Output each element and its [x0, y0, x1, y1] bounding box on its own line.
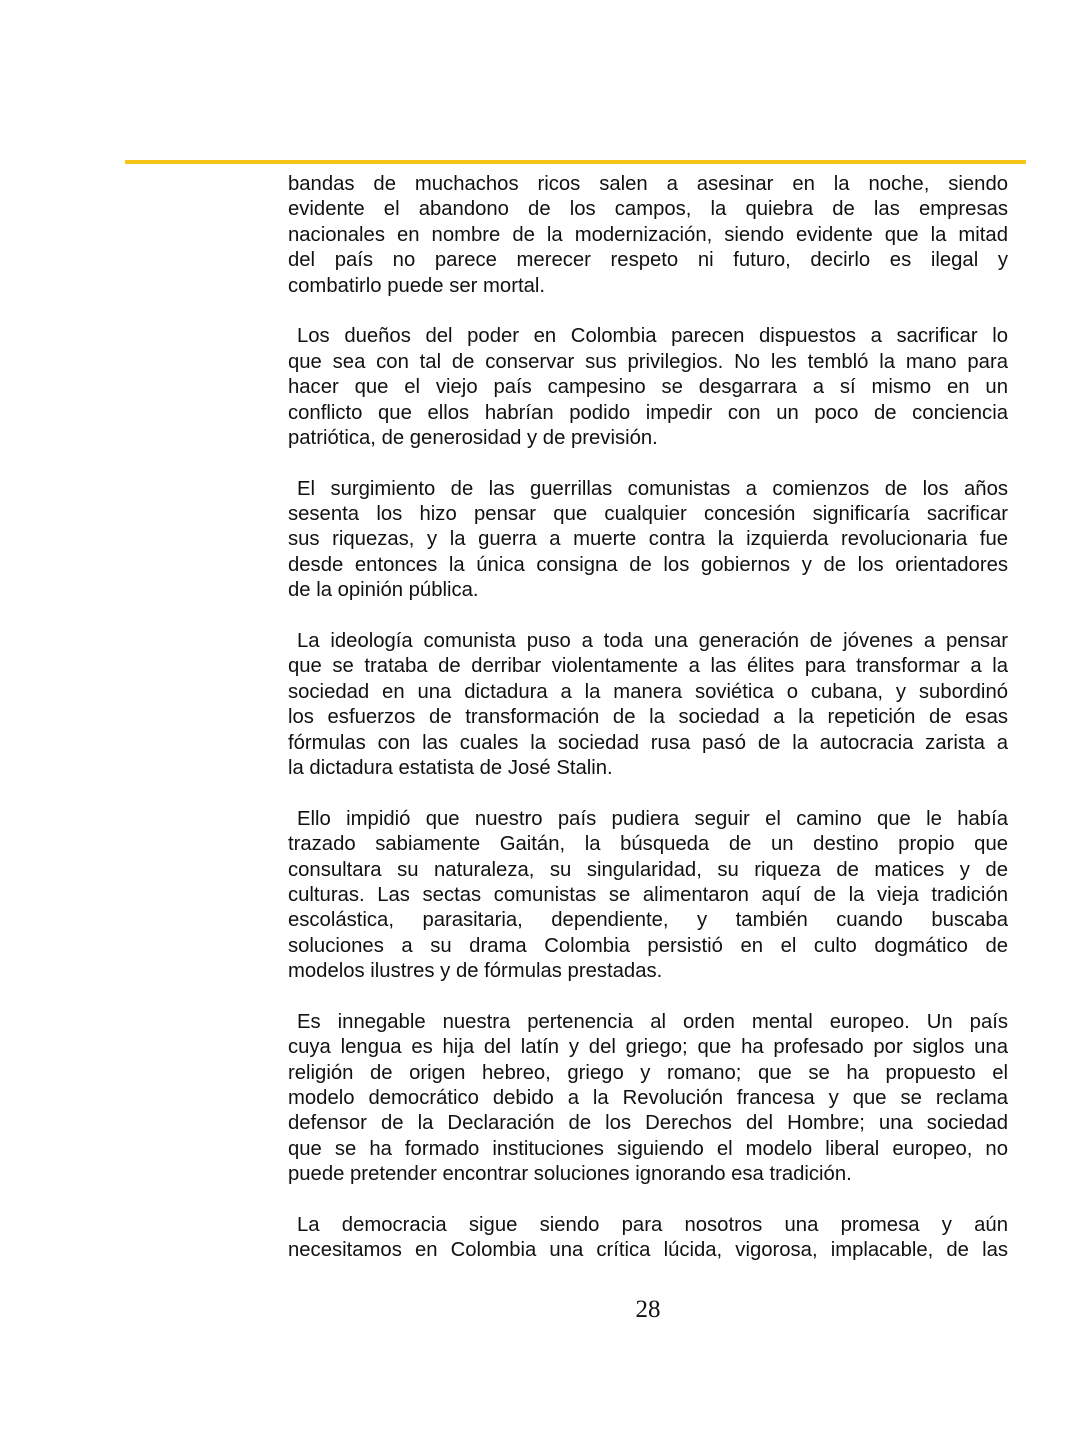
text-line: modelos ilustres y de fórmulas prestadas.	[288, 960, 663, 983]
text-line: los esfuerzos de transformación de la sociedad a la repetición de esas	[288, 706, 1008, 729]
text-line: El surgimiento de las guerrillas comunistas a comienzos de los años	[297, 477, 1008, 500]
text-line: escolástica, parasitaria, dependiente, y también cuando buscaba	[288, 909, 1008, 932]
text-line: combatirlo puede ser mortal.	[288, 274, 546, 297]
text-line: necesitamos en Colombia una crítica lúcida, vigorosa, implacable, de las	[288, 1239, 1008, 1262]
text-line: nacionales en nombre de la modernización, siendo evidente que la mitad	[288, 223, 1008, 246]
text-line: conflicto que ellos habrían podido impedir con un poco de conciencia	[288, 401, 1008, 424]
text-line: que sea con tal de conservar sus privilegios. No les tembló la mano para	[288, 350, 1008, 373]
text-line: Es innegable nuestra pertenencia al orden mental europeo. Un país	[297, 1010, 1008, 1033]
header-rule	[125, 160, 1026, 164]
text-line: soluciones a su drama Colombia persistió en el culto dogmático de	[288, 934, 1008, 957]
text-line: de la opinión pública.	[288, 579, 479, 602]
paragraph	[288, 172, 1008, 299]
text-line: fórmulas con las cuales la sociedad rusa pasó de la autocracia zarista a	[288, 731, 1008, 754]
text-line: sesenta los hizo pensar que cualquier concesión significaría sacrificar	[288, 503, 1008, 526]
text-line: Ello impidió que nuestro país pudiera seguir el camino que le había	[297, 807, 1008, 830]
text-line: trazado sabiamente Gaitán, la búsqueda de un destino propio que	[288, 833, 1008, 856]
text-line: consultara su naturaleza, su singularidad, su riqueza de matices y de	[288, 858, 1008, 881]
text-line: culturas. Las sectas comunistas se alimentaron aquí de la vieja tradición	[288, 883, 1008, 906]
paragraph	[288, 324, 1008, 451]
text-line: patriótica, de generosidad y de previsión.	[288, 426, 658, 449]
text-line: religión de origen hebreo, griego y romano; que se ha propuesto el	[288, 1061, 1008, 1084]
text-line: La democracia sigue siendo para nosotros una promesa y aún	[297, 1214, 1008, 1237]
paragraph	[288, 1213, 1008, 1264]
paragraph	[288, 629, 1008, 781]
text-line: hacer que el viejo país campesino se desgarrara a sí mismo en un	[288, 376, 1008, 399]
paragraph	[288, 477, 1008, 604]
document-body	[288, 172, 1008, 1289]
text-line: sociedad en una dictadura a la manera soviética o cubana, y subordinó	[288, 680, 1008, 703]
text-line: sus riquezas, y la guerra a muerte contra la izquierda revolucionaria fue	[288, 528, 1008, 551]
text-line: desde entonces la única consigna de los gobiernos y de los orientadores	[288, 553, 1008, 576]
text-line: Los dueños del poder en Colombia parecen dispuestos a sacrificar lo	[297, 325, 1008, 348]
text-line: del país no parece merecer respeto ni futuro, decirlo es ilegal y	[288, 249, 1008, 272]
text-line: evidente el abandono de los campos, la quiebra de las empresas	[288, 198, 1008, 221]
text-line: la dictadura estatista de José Stalin.	[288, 756, 613, 779]
text-line: bandas de muchachos ricos salen a asesinar en la noche, siendo	[288, 173, 1008, 195]
paragraph	[288, 807, 1008, 985]
text-line: defensor de la Declaración de los Derechos del Hombre; una sociedad	[288, 1112, 1008, 1135]
text-line: puede pretender encontrar soluciones ignorando esa tradición.	[288, 1163, 852, 1186]
text-line: modelo democrático debido a la Revolución francesa y que se reclama	[288, 1087, 1008, 1110]
text-line: La ideología comunista puso a toda una generación de jóvenes a pensar	[297, 630, 1008, 653]
page-number: 28	[635, 1296, 661, 1323]
text-line: que se ha formado instituciones siguiendo el modelo liberal europeo, no	[288, 1137, 1008, 1160]
text-line: cuya lengua es hija del latín y del griego; que ha profesado por siglos una	[288, 1036, 1008, 1059]
paragraph	[288, 1010, 1008, 1188]
text-line: que se trataba de derribar violentamente a las élites para transformar a la	[288, 655, 1008, 678]
